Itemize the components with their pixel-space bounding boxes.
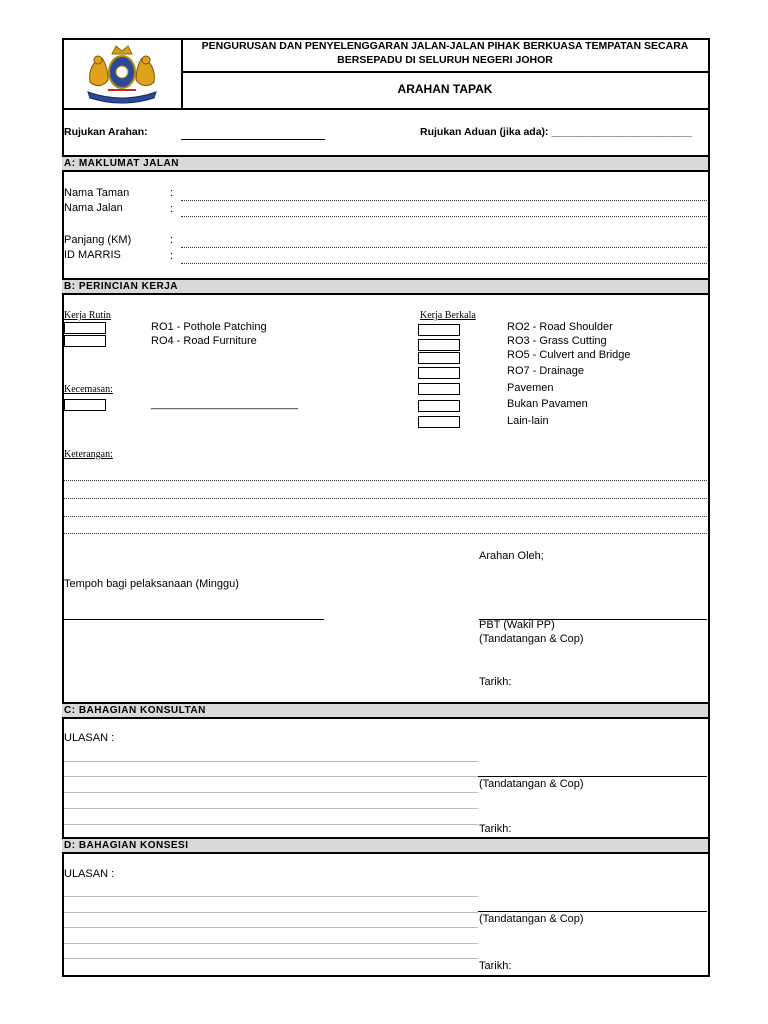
keterangan-line-2[interactable] bbox=[64, 498, 707, 499]
header-title-line2: BERSEPADU DI SELURUH NEGERI JOHOR bbox=[337, 54, 553, 66]
rujukan-arahan-label: Rujukan Arahan: bbox=[64, 126, 148, 138]
section-d-header bbox=[62, 837, 708, 854]
pbt-label: PBT (Wakil PP) bbox=[479, 619, 555, 631]
ro2-label: RO2 - Road Shoulder bbox=[507, 321, 613, 333]
ro3-checkbox[interactable] bbox=[418, 339, 460, 351]
id-marris-field[interactable] bbox=[181, 263, 707, 264]
rujukan-arahan-field[interactable] bbox=[181, 139, 325, 140]
tempoh-label: Tempoh bagi pelaksanaan (Minggu) bbox=[64, 578, 239, 590]
ro7-checkbox[interactable] bbox=[418, 367, 460, 379]
panjang-label: Panjang (KM) bbox=[64, 234, 132, 246]
kecemasan-checkbox[interactable] bbox=[64, 399, 106, 411]
ro1-checkbox[interactable] bbox=[64, 322, 106, 334]
section-c-ulasan-line-2[interactable] bbox=[64, 776, 478, 777]
section-c-ulasan-line-1[interactable] bbox=[64, 761, 478, 762]
keterangan-label: Keterangan: bbox=[64, 449, 113, 460]
panjang-field[interactable] bbox=[181, 247, 707, 248]
bukan-pavamen-checkbox[interactable] bbox=[418, 400, 460, 412]
section-b-header bbox=[62, 278, 708, 295]
section-c-tandatangan-label: (Tandatangan & Cop) bbox=[479, 778, 584, 790]
section-a-title: A: MAKLUMAT JALAN bbox=[64, 158, 179, 169]
section-d-ulasan-line-5[interactable] bbox=[64, 958, 478, 959]
header-mid-line bbox=[182, 71, 708, 73]
section-c-signature-line[interactable] bbox=[478, 776, 707, 777]
section-d-tarikh-label: Tarikh: bbox=[479, 960, 512, 972]
lain-lain-checkbox[interactable] bbox=[418, 416, 460, 428]
nama-taman-label: Nama Taman bbox=[64, 187, 130, 199]
johor-crest-logo bbox=[78, 42, 166, 104]
nama-jalan-colon: : bbox=[170, 203, 174, 215]
id-marris-colon: : bbox=[170, 250, 174, 262]
nama-taman-colon: : bbox=[170, 187, 174, 199]
pavemen-label: Pavemen bbox=[507, 382, 554, 394]
pbt-tandatangan-label: (Tandatangan & Cop) bbox=[479, 633, 584, 645]
lain-lain-label: Lain-lain bbox=[507, 415, 549, 427]
ro2-checkbox[interactable] bbox=[418, 324, 460, 336]
ro5-checkbox[interactable] bbox=[418, 352, 460, 364]
section-d-title: D: BAHAGIAN KONSESI bbox=[64, 840, 189, 851]
ro3-label: RO3 - Grass Cutting bbox=[507, 335, 607, 347]
section-a-header bbox=[62, 155, 708, 172]
section-d-signature-line[interactable] bbox=[478, 911, 707, 912]
ro7-label: RO7 - Drainage bbox=[507, 365, 585, 377]
ro1-label: RO1 - Pothole Patching bbox=[151, 321, 267, 333]
section-d-ulasan-label: ULASAN : bbox=[64, 868, 115, 880]
nama-jalan-label: Nama Jalan bbox=[64, 202, 123, 214]
section-c-ulasan-line-3[interactable] bbox=[64, 792, 478, 793]
keterangan-line-3[interactable] bbox=[64, 516, 707, 517]
kerja-rutin-label: Kerja Rutin bbox=[64, 310, 111, 321]
section-c-title: C: BAHAGIAN KONSULTAN bbox=[64, 705, 206, 716]
section-c-ulasan-line-5[interactable] bbox=[64, 824, 478, 825]
ro4-label: RO4 - Road Furniture bbox=[151, 335, 257, 347]
section-c-ulasan-line-4[interactable] bbox=[64, 808, 478, 809]
section-d-ulasan-line-4[interactable] bbox=[64, 943, 478, 944]
form-title: ARAHAN TAPAK bbox=[397, 82, 493, 96]
nama-taman-field[interactable] bbox=[181, 200, 707, 201]
keterangan-line-4[interactable] bbox=[64, 533, 707, 534]
section-b-title: B: PERINCIAN KERJA bbox=[64, 281, 179, 292]
bukan-pavamen-label: Bukan Pavamen bbox=[507, 398, 588, 410]
kecemasan-label: Kecemasan: bbox=[64, 384, 113, 395]
id-marris-label: ID MARRIS bbox=[64, 249, 121, 261]
section-d-ulasan-line-2[interactable] bbox=[64, 912, 478, 913]
section-d-ulasan-line-3[interactable] bbox=[64, 927, 478, 928]
panjang-colon: : bbox=[170, 234, 174, 246]
header-bottom-line bbox=[62, 108, 708, 110]
nama-jalan-field[interactable] bbox=[181, 216, 707, 217]
ro5-label: RO5 - Culvert and Bridge bbox=[507, 349, 631, 361]
pbt-tarikh-label: Tarikh: bbox=[479, 676, 512, 688]
section-d-ulasan-line-1[interactable] bbox=[64, 896, 478, 897]
keterangan-line-1[interactable] bbox=[64, 480, 707, 481]
section-c-tarikh-label: Tarikh: bbox=[479, 823, 512, 835]
section-c-ulasan-label: ULASAN : bbox=[64, 732, 115, 744]
kecemasan-field[interactable]: ________________________ bbox=[151, 398, 298, 410]
tempoh-field[interactable] bbox=[64, 619, 324, 620]
kerja-berkala-label: Kerja Berkala bbox=[420, 310, 476, 321]
arahan-oleh-label: Arahan Oleh; bbox=[479, 550, 544, 562]
section-c-header bbox=[62, 702, 708, 719]
rujukan-aduan-label: Rujukan Aduan (jika ada): ________________________ bbox=[420, 126, 692, 138]
ro4-checkbox[interactable] bbox=[64, 335, 106, 347]
header-title-line1: PENGURUSAN DAN PENYELENGGARAN JALAN-JALAN PIHAK BERKUASA TEMPATAN SECARA bbox=[201, 40, 689, 52]
section-d-tandatangan-label: (Tandatangan & Cop) bbox=[479, 913, 584, 925]
pavemen-checkbox[interactable] bbox=[418, 383, 460, 395]
